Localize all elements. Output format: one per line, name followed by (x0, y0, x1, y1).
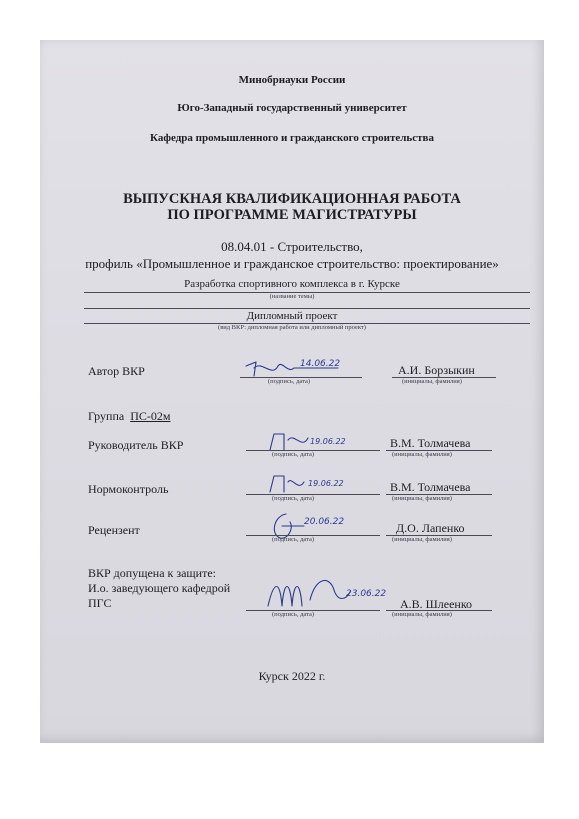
svg-text:19.06.22: 19.06.22 (308, 479, 344, 488)
admission-name-caption: (инициалы, фамилия) (392, 611, 452, 618)
topic-value: Разработка спортивного комплекса в г. Курске (184, 278, 400, 290)
reviewer-name-caption: (инициалы, фамилия) (392, 536, 452, 543)
svg-text:19.06.22: 19.06.22 (310, 437, 346, 446)
normcontrol-signature (262, 472, 362, 496)
ministry-name: Минобрнауки России (238, 74, 346, 86)
work-title-line-2: ПО ПРОГРАММЕ МАГИСТРАТУРЫ (167, 207, 417, 223)
admission-name: А.В. Шлеенко (400, 597, 473, 611)
admission-line-3: ПГС (88, 596, 112, 610)
admission-line-1: ВКР допущена к защите: (88, 566, 216, 580)
reviewer-name: Д.О. Лапенко (396, 521, 465, 535)
group-value: ПС-02м (130, 409, 171, 423)
admission-line-2: И.о. заведующего кафедрой (88, 581, 231, 595)
svg-text:23.06.22: 23.06.22 (346, 589, 387, 599)
normcontrol-name-caption: (инициалы, фамилия) (392, 495, 452, 502)
university-name: Юго-Западный государственный университет (177, 102, 407, 114)
topic-second-underline (84, 308, 530, 309)
author-name-caption: (инициалы, фамилия) (402, 378, 462, 385)
svg-text:20.06.22: 20.06.22 (304, 517, 345, 527)
document-page (40, 40, 544, 743)
supervisor-name-caption: (инициалы, фамилия) (392, 451, 452, 458)
supervisor-label: Руководитель ВКР (88, 438, 184, 452)
admission-signature-caption: (подпись, дата) (272, 611, 315, 618)
svg-text:14.06.22: 14.06.22 (300, 359, 341, 369)
work-title-line-1: ВЫПУСКНАЯ КВАЛИФИКАЦИОННАЯ РАБОТА (123, 191, 461, 207)
supervisor-signature-caption: (подпись, дата) (272, 451, 315, 458)
normcontrol-label: Нормоконтроль (88, 482, 169, 496)
supervisor-name: В.М. Толмачева (390, 436, 471, 450)
admission-signature (260, 570, 390, 614)
normcontrol-signature-caption: (подпись, дата) (272, 495, 315, 502)
profile-name: профиль «Промышленное и гражданское строительство: проектирование» (85, 256, 499, 271)
author-label: Автор ВКР (88, 364, 145, 378)
group-label: Группа (88, 409, 125, 423)
author-signature-caption: (подпись, дата) (268, 378, 311, 385)
work-type-caption: (вид ВКР: дипломная работа или дипломный проект) (218, 324, 366, 331)
topic-caption: (название темы) (269, 293, 315, 300)
department-name: Кафедра промышленного и гражданского строительства (150, 132, 434, 144)
reviewer-label: Рецензент (88, 523, 140, 537)
city-year: Курск 2022 г. (258, 669, 326, 683)
normcontrol-name: В.М. Толмачева (390, 480, 471, 494)
group-row (88, 409, 170, 424)
reviewer-signature-caption: (подпись, дата) (272, 536, 315, 543)
author-name: А.И. Борзыкин (398, 363, 475, 377)
work-type-value: Дипломный проект (246, 310, 338, 322)
specialty-code: 08.04.01 - Строительство, (221, 239, 363, 254)
